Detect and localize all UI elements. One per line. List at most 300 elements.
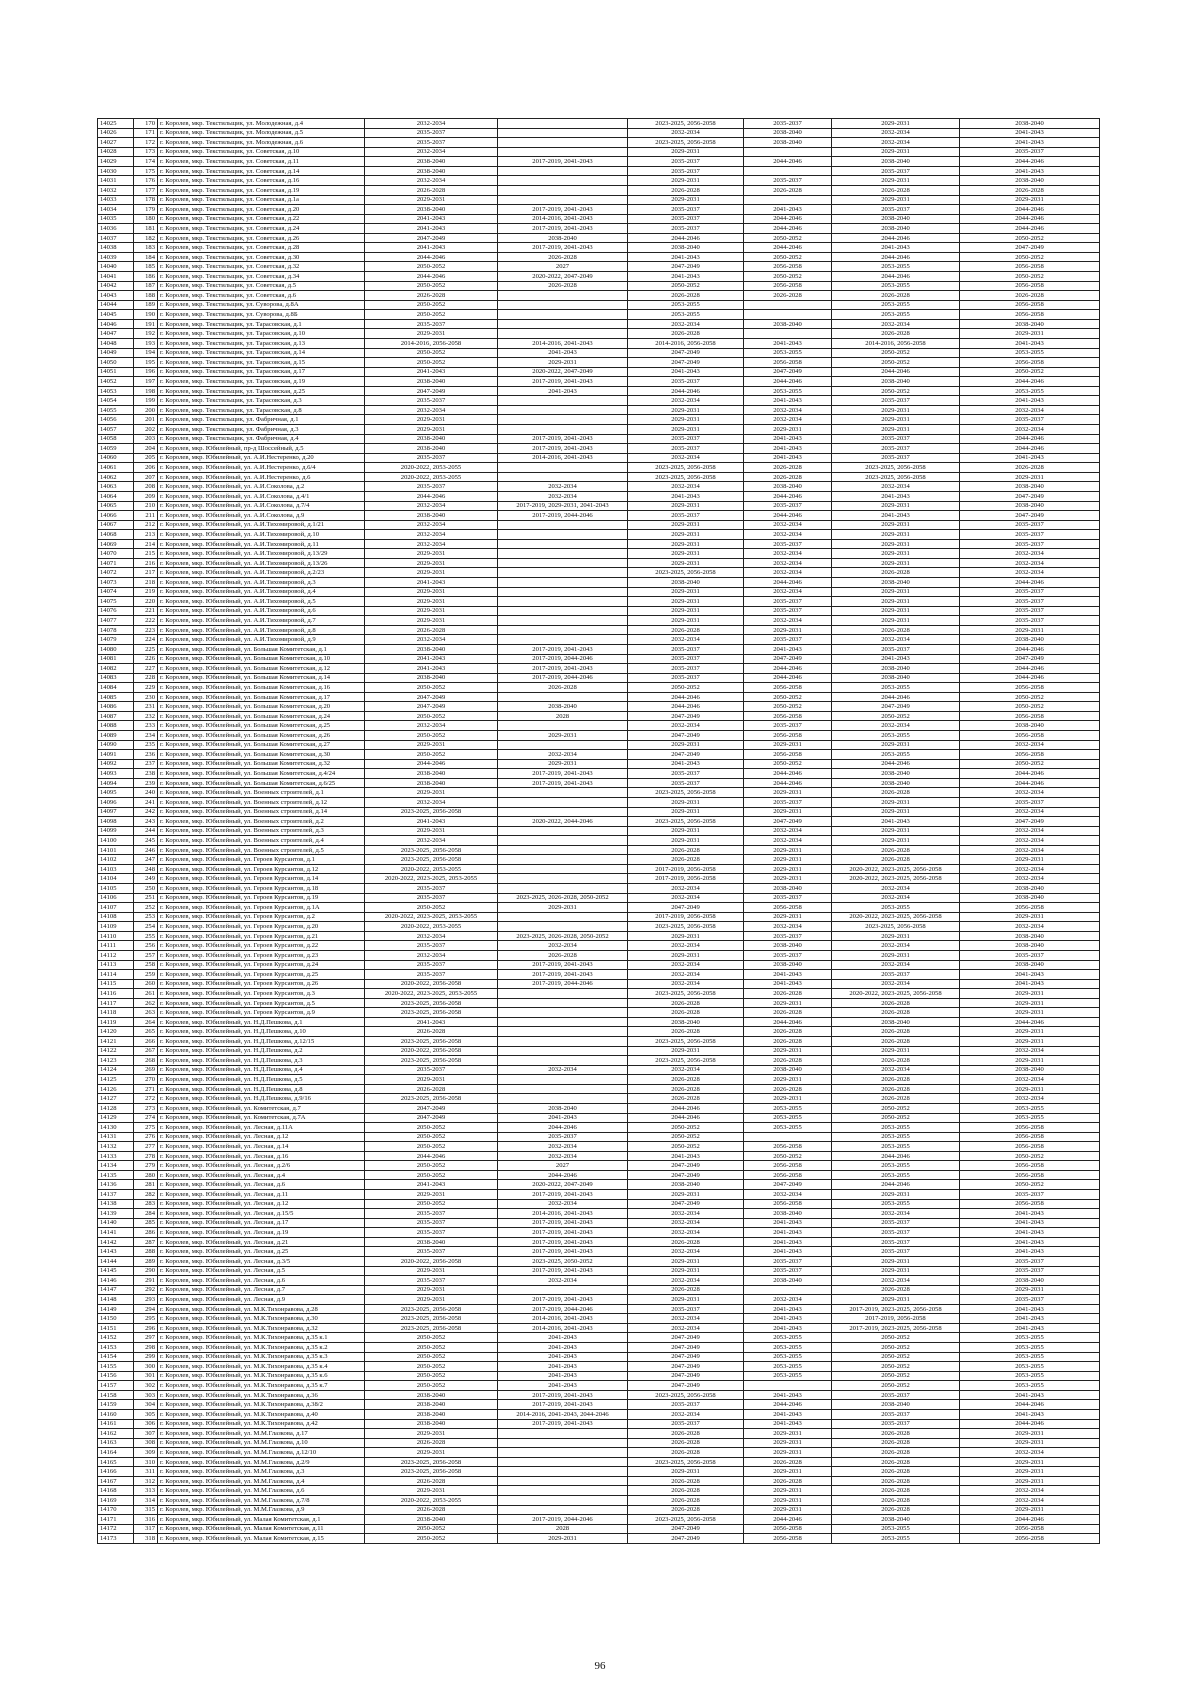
period-cell-5: 2053-2055 [832,1170,960,1180]
period-cell-4: 2029-2031 [744,740,832,750]
table-row [98,855,1100,865]
period-cell-6: 2047-2049 [960,511,1100,521]
period-cell-6: 2041-2043 [960,1218,1100,1228]
period-cell-5: 2053-2055 [832,1142,960,1152]
period-cell-2: 2017-2019, 2041-2043 [498,778,628,788]
period-cell-3: 2029-2031 [628,405,744,415]
address-cell: г. Королев, мкр. Юбилейный, ул. А.И.Тихомировой, д.2/23 [158,568,365,578]
row-number-cell: 189 [134,300,158,310]
row-id-cell: 14109 [98,922,134,932]
period-cell-1: 2032-2034 [365,501,498,511]
period-cell-3: 2023-2025, 2056-2058 [628,568,744,578]
period-cell-1: 2038-2040 [365,166,498,176]
period-cell-5: 2029-2031 [832,931,960,941]
period-cell-2: 2017-2019, 2044-2046 [498,511,628,521]
period-cell-2: 2041-2043 [498,386,628,396]
period-cell-4: 2026-2028 [744,1008,832,1018]
period-cell-3: 2032-2034 [628,1247,744,1257]
period-cell-3: 2032-2034 [628,396,744,406]
row-id-cell: 14087 [98,711,134,721]
table-row [98,1065,1100,1075]
period-cell-2: 2017-2019, 2041-2043 [498,960,628,970]
period-cell-1: 2020-2022, 2056-2058 [365,1046,498,1056]
period-cell-1: 2047-2049 [365,233,498,243]
period-cell-5: 2044-2046 [832,252,960,262]
row-id-cell: 14034 [98,205,134,215]
address-cell: г. Королев, мкр. Юбилейный, ул. А.И.Тихомировой, д.6 [158,606,365,616]
period-cell-6: 2041-2043 [960,338,1100,348]
row-number-cell: 221 [134,606,158,616]
address-cell: г. Королев, мкр. Юбилейный, ул. Лесная, д.25 [158,1247,365,1257]
period-cell-1: 2026-2028 [365,1084,498,1094]
row-id-cell: 14042 [98,281,134,291]
period-cell-5: 2029-2031 [832,147,960,157]
period-cell-6: 2041-2043 [960,166,1100,176]
period-cell-2: 2014-2016, 2041-2043 [498,453,628,463]
period-cell-3: 2026-2028 [628,1008,744,1018]
row-number-cell: 308 [134,1438,158,1448]
address-cell: г. Королев, мкр. Юбилейный, ул. Большая Комитетская, д.4/24 [158,769,365,779]
period-cell-4: 2038-2040 [744,1276,832,1286]
period-cell-5: 2026-2028 [832,625,960,635]
row-number-cell: 241 [134,797,158,807]
period-cell-4: 2044-2046 [744,673,832,683]
period-cell-2: 2017-2019, 2044-2046 [498,673,628,683]
period-cell-1: 2026-2028 [365,185,498,195]
table-row [98,778,1100,788]
period-cell-6: 2044-2046 [960,157,1100,167]
period-cell-6: 2056-2058 [960,1524,1100,1534]
period-cell-6: 2053-2055 [960,1371,1100,1381]
address-cell: г. Королев, мкр. Юбилейный, ул. А.И.Тихомировой, д.4 [158,587,365,597]
period-cell-1: 2050-2052 [365,750,498,760]
table-row [98,1524,1100,1534]
row-id-cell: 14053 [98,386,134,396]
row-number-cell: 267 [134,1046,158,1056]
table-row [98,195,1100,205]
row-number-cell: 193 [134,338,158,348]
period-cell-1: 2023-2025, 2056-2058 [365,807,498,817]
row-number-cell: 204 [134,444,158,454]
period-cell-3: 2029-2031 [628,1467,744,1477]
address-cell: г. Королев, мкр. Юбилейный, ул. М.К.Тихонравова, д.40 [158,1409,365,1419]
period-cell-5: 2050-2052 [832,1352,960,1362]
table-row [98,367,1100,377]
period-cell-4: 2029-2031 [744,625,832,635]
row-id-cell: 14124 [98,1065,134,1075]
period-cell-1: 2050-2052 [365,300,498,310]
row-id-cell: 14132 [98,1142,134,1152]
period-cell-5: 2029-2031 [832,606,960,616]
address-cell: г. Королев, мкр. Юбилейный, ул. Лесная, д.14 [158,1142,365,1152]
row-id-cell: 14141 [98,1228,134,1238]
period-cell-3: 2047-2049 [628,1333,744,1343]
address-cell: г. Королев, мкр. Юбилейный, ул. Н.Д.Пешкова, д.10 [158,1027,365,1037]
period-cell-4: 2053-2055 [744,1352,832,1362]
period-cell-1: 2029-2031 [365,740,498,750]
period-cell-2: 2041-2043 [498,1343,628,1353]
row-id-cell: 14074 [98,587,134,597]
address-cell: г. Королев, мкр. Юбилейный, ул. Комитетская, д.7 [158,1103,365,1113]
period-cell-5: 2032-2034 [832,979,960,989]
row-id-cell: 14069 [98,539,134,549]
period-cell-3: 2032-2034 [628,1276,744,1286]
period-cell-6: 2035-2037 [960,520,1100,530]
row-id-cell: 14136 [98,1180,134,1190]
period-cell-4: 2041-2043 [744,1314,832,1324]
period-cell-5: 2053-2055 [832,310,960,320]
period-cell-4 [744,195,832,205]
period-cell-6: 2041-2043 [960,1390,1100,1400]
period-cell-3: 2029-2031 [628,1266,744,1276]
period-cell-1: 2050-2052 [365,1333,498,1343]
row-number-cell: 256 [134,941,158,951]
row-number-cell: 265 [134,1027,158,1037]
period-cell-1: 2041-2043 [365,664,498,674]
period-cell-2: 2017-2019, 2044-2046 [498,979,628,989]
row-number-cell: 228 [134,673,158,683]
address-cell: г. Королев, мкр. Юбилейный, ул. Героев Курсантов, д.26 [158,979,365,989]
period-cell-2: 2035-2037 [498,1132,628,1142]
period-cell-1: 2035-2037 [365,1218,498,1228]
row-id-cell: 14165 [98,1457,134,1467]
period-cell-5: 2044-2046 [832,692,960,702]
period-cell-6: 2041-2043 [960,1314,1100,1324]
period-cell-1: 2020-2022, 2053-2055 [365,463,498,473]
address-cell: г. Королев, мкр. Юбилейный, ул. Героев Курсантов, д.1 [158,855,365,865]
address-cell: г. Королев, мкр. Текстильщик, ул. Советская, д.24 [158,224,365,234]
address-cell: г. Королев, мкр. Юбилейный, ул. Н.Д.Пешкова, д.9/16 [158,1094,365,1104]
period-cell-5: 2038-2040 [832,157,960,167]
period-cell-5: 2044-2046 [832,272,960,282]
row-number-cell: 280 [134,1170,158,1180]
table-row [98,511,1100,521]
period-cell-3: 2026-2028 [628,1027,744,1037]
period-cell-2: 2028 [498,1524,628,1534]
address-cell: г. Королев, мкр. Юбилейный, ул. М.К.Тихонравова, д.36 [158,1390,365,1400]
period-cell-5: 2029-2031 [832,597,960,607]
period-cell-4: 2044-2046 [744,491,832,501]
address-cell: г. Королев, мкр. Юбилейный, ул. Военных строителей, д.2 [158,817,365,827]
period-cell-3: 2023-2025, 2056-2058 [628,922,744,932]
period-cell-1: 2047-2049 [365,1103,498,1113]
period-cell-1: 2035-2037 [365,482,498,492]
address-cell: г. Королев, мкр. Юбилейный, ул. А.И.Нестеренко, д.6 [158,472,365,482]
period-cell-4: 2026-2028 [744,1037,832,1047]
period-cell-4: 2044-2046 [744,1400,832,1410]
period-cell-3: 2047-2049 [628,262,744,272]
row-id-cell: 14118 [98,1008,134,1018]
row-id-cell: 14026 [98,128,134,138]
row-id-cell: 14043 [98,291,134,301]
period-cell-2: 2017-2019, 2041-2043 [498,1400,628,1410]
row-number-cell: 225 [134,644,158,654]
address-cell: г. Королев, мкр. Юбилейный, ул. Большая Комитетская, д.10 [158,654,365,664]
period-cell-3: 2035-2037 [628,1304,744,1314]
period-cell-3: 2047-2049 [628,1371,744,1381]
period-cell-6: 2029-2031 [960,912,1100,922]
period-cell-6: 2038-2040 [960,893,1100,903]
period-cell-3: 2050-2052 [628,1132,744,1142]
period-cell-2 [498,472,628,482]
table-row [98,1123,1100,1133]
table-row [98,243,1100,253]
period-cell-5: 2047-2049 [832,702,960,712]
period-cell-2: 2017-2019, 2041-2043 [498,970,628,980]
period-cell-4: 2026-2028 [744,1084,832,1094]
period-cell-4: 2035-2037 [744,119,832,129]
period-cell-2: 2014-2016, 2041-2043 [498,1323,628,1333]
address-cell: г. Королев, мкр. Текстильщик, ул. Суворова, д.8Б [158,310,365,320]
row-number-cell: 206 [134,463,158,473]
period-cell-1: 2029-2031 [365,1190,498,1200]
period-cell-4: 2041-2043 [744,1323,832,1333]
address-cell: г. Королев, мкр. Юбилейный, ул. Военных строителей, д.5 [158,845,365,855]
table-row [98,1209,1100,1219]
period-cell-3: 2041-2043 [628,1151,744,1161]
address-cell: г. Королев, мкр. Текстильщик, ул. Тарасовская, д.15 [158,358,365,368]
address-cell: г. Королев, мкр. Текстильщик, ул. Советская, д.14 [158,166,365,176]
period-cell-4: 2041-2043 [744,434,832,444]
period-cell-5: 2053-2055 [832,683,960,693]
period-cell-2: 2044-2046 [498,1123,628,1133]
row-number-cell: 201 [134,415,158,425]
row-id-cell: 14149 [98,1304,134,1314]
address-cell: г. Королев, мкр. Текстильщик, ул. Тарасовская, д.10 [158,329,365,339]
address-cell: г. Королев, мкр. Юбилейный, ул. Лесная, д.2/6 [158,1161,365,1171]
period-cell-5: 2032-2034 [832,1276,960,1286]
row-number-cell: 291 [134,1276,158,1286]
period-cell-4: 2029-2031 [744,1094,832,1104]
row-id-cell: 14031 [98,176,134,186]
period-cell-6: 2053-2055 [960,1113,1100,1123]
address-cell: г. Королев, мкр. Юбилейный, ул. А.И.Тихомировой, д.13/26 [158,558,365,568]
period-cell-2 [498,415,628,425]
period-cell-1: 2038-2040 [365,1409,498,1419]
table-row [98,836,1100,846]
row-number-cell: 173 [134,147,158,157]
period-cell-6: 2056-2058 [960,358,1100,368]
period-cell-5: 2035-2037 [832,1409,960,1419]
period-cell-4: 2029-2031 [744,874,832,884]
period-cell-5: 2026-2028 [832,1037,960,1047]
period-cell-1: 2050-2052 [365,348,498,358]
row-number-cell: 281 [134,1180,158,1190]
period-cell-2 [498,989,628,999]
row-number-cell: 205 [134,453,158,463]
row-id-cell: 14056 [98,415,134,425]
period-cell-3: 2047-2049 [628,1199,744,1209]
row-id-cell: 14082 [98,664,134,674]
row-number-cell: 211 [134,511,158,521]
table-row [98,817,1100,827]
period-cell-2 [498,1496,628,1506]
period-cell-5: 2026-2028 [832,1285,960,1295]
period-cell-5: 2014-2016, 2056-2058 [832,338,960,348]
row-id-cell: 14061 [98,463,134,473]
period-cell-1: 2047-2049 [365,1113,498,1123]
address-cell: г. Королев, мкр. Юбилейный, ул. А.И.Тихомировой, д.5 [158,597,365,607]
address-cell: г. Королев, мкр. Юбилейный, ул. Героев Курсантов, д.14 [158,874,365,884]
period-cell-6: 2032-2034 [960,788,1100,798]
period-cell-2: 2017-2019, 2041-2043 [498,769,628,779]
period-cell-3: 2029-2031 [628,597,744,607]
period-cell-4: 2044-2046 [744,778,832,788]
period-cell-5: 2029-2031 [832,195,960,205]
period-cell-1: 2050-2052 [365,1170,498,1180]
period-cell-6: 2035-2037 [960,950,1100,960]
period-cell-2: 2038-2040 [498,702,628,712]
period-cell-5: 2038-2040 [832,1017,960,1027]
period-cell-4: 2032-2034 [744,549,832,559]
table-row [98,262,1100,272]
period-cell-1: 2038-2040 [365,644,498,654]
period-cell-6: 2035-2037 [960,1256,1100,1266]
period-cell-2: 2014-2016, 2041-2043 [498,338,628,348]
row-id-cell: 14079 [98,635,134,645]
row-id-cell: 14153 [98,1343,134,1353]
row-number-cell: 266 [134,1037,158,1047]
table-row [98,396,1100,406]
period-cell-6: 2056-2058 [960,683,1100,693]
period-cell-1: 2050-2052 [365,358,498,368]
table-row [98,664,1100,674]
period-cell-5: 2050-2052 [832,1371,960,1381]
table-row [98,788,1100,798]
period-cell-4: 2035-2037 [744,950,832,960]
period-cell-3: 2032-2034 [628,635,744,645]
period-cell-5: 2032-2034 [832,138,960,148]
period-cell-4: 2041-2043 [744,1419,832,1429]
table-row [98,1285,1100,1295]
row-id-cell: 14072 [98,568,134,578]
row-id-cell: 14117 [98,998,134,1008]
period-cell-3: 2032-2034 [628,1314,744,1324]
row-number-cell: 307 [134,1429,158,1439]
period-cell-2 [498,578,628,588]
period-cell-4: 2041-2043 [744,1304,832,1314]
table-row [98,166,1100,176]
row-number-cell: 207 [134,472,158,482]
address-cell: г. Королев, мкр. Юбилейный, ул. Героев Курсантов, д.19 [158,893,365,903]
period-cell-5: 2053-2055 [832,731,960,741]
period-cell-2 [498,176,628,186]
period-cell-6: 2029-2031 [960,472,1100,482]
period-cell-2 [498,1505,628,1515]
period-cell-6: 2041-2043 [960,453,1100,463]
address-cell: г. Королев, мкр. Юбилейный, ул. М.М.Глазкова, д.2/9 [158,1457,365,1467]
period-cell-4: 2056-2058 [744,903,832,913]
period-cell-4: 2044-2046 [744,664,832,674]
period-cell-5: 2035-2037 [832,444,960,454]
period-cell-3: 2047-2049 [628,1170,744,1180]
period-cell-3: 2029-2031 [628,425,744,435]
row-number-cell: 181 [134,224,158,234]
row-id-cell: 14098 [98,817,134,827]
period-cell-2 [498,396,628,406]
address-cell: г. Королев, мкр. Текстильщик, ул. Советская, д.22 [158,214,365,224]
period-cell-4: 2032-2034 [744,1190,832,1200]
period-cell-3: 2032-2034 [628,482,744,492]
period-cell-5: 2026-2028 [832,568,960,578]
table-row [98,434,1100,444]
period-cell-5: 2038-2040 [832,673,960,683]
table-row [98,1333,1100,1343]
period-cell-4: 2029-2031 [744,807,832,817]
period-cell-5: 2053-2055 [832,1161,960,1171]
period-cell-3: 2044-2046 [628,1103,744,1113]
period-cell-6: 2029-2031 [960,1476,1100,1486]
row-id-cell: 14050 [98,358,134,368]
period-cell-6: 2050-2052 [960,252,1100,262]
period-cell-6: 2044-2046 [960,434,1100,444]
period-cell-2 [498,1486,628,1496]
address-cell: г. Королев, мкр. Юбилейный, ул. А.И.Тихомировой, д.10 [158,530,365,540]
period-cell-4 [744,1381,832,1391]
period-cell-4: 2056-2058 [744,262,832,272]
table-row [98,578,1100,588]
period-cell-5: 2029-2031 [832,1046,960,1056]
period-cell-1: 2029-2031 [365,415,498,425]
period-cell-3: 2047-2049 [628,1534,744,1544]
period-cell-6: 2044-2046 [960,664,1100,674]
period-cell-5: 2023-2025, 2056-2058 [832,472,960,482]
period-cell-1: 2035-2037 [365,1228,498,1238]
period-cell-4: 2041-2043 [744,1390,832,1400]
period-cell-2 [498,520,628,530]
period-cell-6: 2050-2052 [960,272,1100,282]
period-cell-6: 2029-2031 [960,1008,1100,1018]
period-cell-1: 2035-2037 [365,1065,498,1075]
period-cell-2: 2032-2034 [498,1276,628,1286]
period-cell-5: 2029-2031 [832,797,960,807]
period-cell-3: 2032-2034 [628,884,744,894]
row-id-cell: 14101 [98,845,134,855]
period-cell-3: 2026-2028 [628,1237,744,1247]
table-row [98,568,1100,578]
address-cell: г. Королев, мкр. Юбилейный, ул. А.И.Соколова, д.7/4 [158,501,365,511]
period-cell-4: 2056-2058 [744,683,832,693]
table-row [98,272,1100,282]
period-cell-4: 2053-2055 [744,1103,832,1113]
period-cell-6: 2032-2034 [960,826,1100,836]
row-number-cell: 170 [134,119,158,129]
period-cell-2 [498,1046,628,1056]
period-cell-1: 2050-2052 [365,1524,498,1534]
period-cell-2: 2014-2016, 2041-2043, 2044-2046 [498,1409,628,1419]
period-cell-2 [498,1084,628,1094]
period-cell-2 [498,1017,628,1027]
period-cell-2 [498,797,628,807]
period-cell-4: 2056-2058 [744,358,832,368]
period-cell-4: 2044-2046 [744,243,832,253]
period-cell-3: 2032-2034 [628,319,744,329]
row-number-cell: 287 [134,1237,158,1247]
address-cell: г. Королев, мкр. Юбилейный, ул. Большая Комитетская, д.6/25 [158,778,365,788]
period-cell-6: 2032-2034 [960,1075,1100,1085]
row-id-cell: 14151 [98,1323,134,1333]
period-cell-3: 2035-2037 [628,166,744,176]
period-cell-2: 2017-2019, 2044-2046 [498,1515,628,1525]
period-cell-6: 2032-2034 [960,1046,1100,1056]
row-number-cell: 177 [134,185,158,195]
period-cell-1: 2050-2052 [365,731,498,741]
period-cell-5: 2029-2031 [832,530,960,540]
period-cell-1: 2044-2046 [365,759,498,769]
period-cell-3: 2035-2037 [628,214,744,224]
address-cell: г. Королев, мкр. Текстильщик, ул. Советская, д.16 [158,176,365,186]
period-cell-1: 2020-2022, 2023-2025, 2053-2055 [365,912,498,922]
